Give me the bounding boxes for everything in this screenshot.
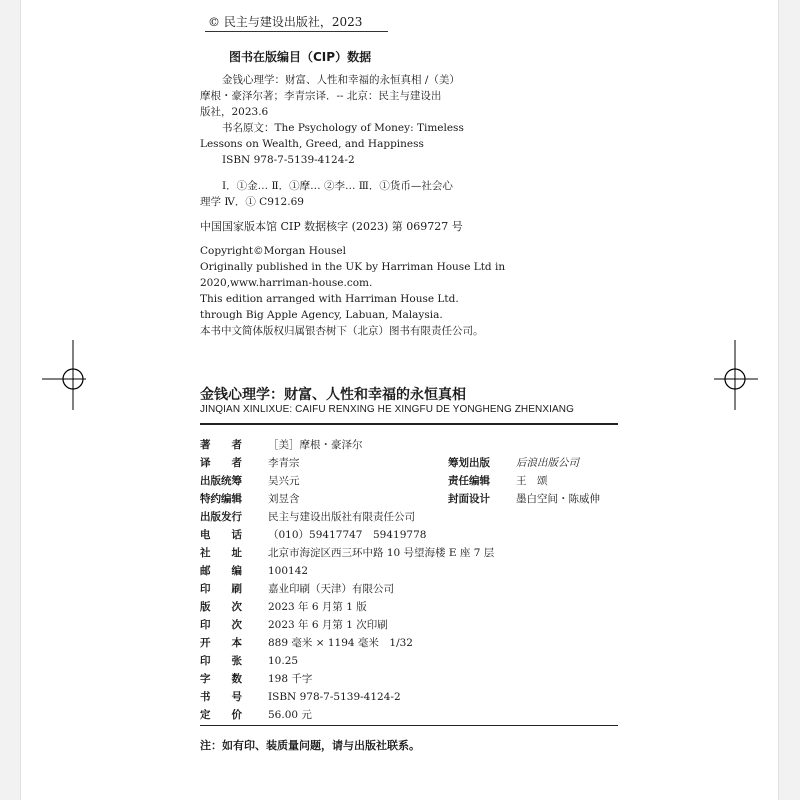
info-row [200,616,620,634]
cip-line: 书名原文：The Psychology of Money: Timeless [222,122,464,134]
cip-line: ISBN 978-7-5139-4124-2 [222,154,355,166]
cip-classification [200,178,453,210]
cip-class-line: 理学 Ⅳ．① C912.69 [200,196,304,208]
info-value: 2023 年 6 月第 1 版 [268,601,367,613]
info-value: 墨白空间・陈威伸 [516,493,600,505]
info-row [200,688,620,706]
info-row [200,472,620,490]
info-value: ISBN 978-7-5139-4124-2 [268,691,401,703]
book-title: 金钱心理学：财富、人性和幸福的永恒真相 [200,387,466,403]
info-label: 印 刷 [200,583,242,595]
cip-title: 图书在版编目（CIP）数据 [229,50,372,64]
info-label: 电 话 [200,529,242,541]
info-value: 10.25 [268,655,299,667]
info-label: 版 次 [200,601,242,613]
info-row [200,454,620,472]
info-label: 封面设计 [448,493,490,505]
info-row [200,652,620,670]
cip-line: 金钱心理学：财富、人性和幸福的永恒真相 /（美） [222,74,460,86]
cip-line: 摩根・豪泽尔著；李青宗译．-- 北京：民主与建设出 [200,90,442,102]
info-label: 社 址 [200,547,242,559]
cip-class-line: Ⅰ．①金… Ⅱ．①摩… ②李… Ⅲ．①货币—社会心 [222,180,453,192]
info-label: 邮 编 [200,565,242,577]
info-row [200,706,620,724]
info-value: 198 千字 [268,673,313,685]
rights-line: Copyright©Morgan Housel [200,245,346,257]
rights-line: through Big Apple Agency, Labuan, Malaysia. [200,309,443,321]
info-row [200,436,620,454]
info-value: 56.00 元 [268,709,312,721]
copyright-notice: © 民主与建设出版社，2023 [208,15,363,29]
crop-mark-icon-left [42,340,86,410]
info-label: 责任编辑 [448,475,490,487]
cip-national-number: 中国国家版本馆 CIP 数据核字 (2023) 第 069727 号 [200,220,463,233]
info-row [200,490,620,508]
info-row [200,634,620,652]
publication-info [200,436,620,724]
info-value: 李青宗 [268,457,300,469]
info-label: 著 者 [200,439,242,451]
info-row [200,508,620,526]
rights-line: 本书中文简体版权归属银杏树下（北京）图书有限责任公司。 [200,325,484,337]
quality-note: 注：如有印、装质量问题，请与出版社联系。 [200,739,420,752]
info-value: 吴兴元 [268,475,300,487]
info-label: 开 本 [200,637,242,649]
info-value: ［美］摩根・豪泽尔 [268,439,363,451]
info-value: 王 颂 [516,475,548,487]
info-value: 2023 年 6 月第 1 次印刷 [268,619,388,631]
info-row [200,580,620,598]
copyright-underline [205,31,388,32]
rights-statement [200,243,505,339]
cip-record [200,72,490,168]
info-value: 民主与建设出版社有限责任公司 [268,511,415,523]
info-label: 印 次 [200,619,242,631]
info-row [200,544,620,562]
info-value: 北京市海淀区西三环中路 10 号望海楼 E 座 7 层 [268,547,495,559]
info-value: （010）59417747 59419778 [268,529,427,541]
info-label: 字 数 [200,673,242,685]
info-label: 印 张 [200,655,242,667]
table-bottom-rule [200,725,618,726]
info-label: 出版统筹 [200,475,242,487]
info-label: 译 者 [200,457,242,469]
table-top-rule [200,423,618,425]
info-value: 嘉业印刷（天津）有限公司 [268,583,394,595]
info-row [200,670,620,688]
info-label: 筹划出版 [448,457,490,469]
info-value: 刘昱含 [268,493,300,505]
info-row [200,526,620,544]
cip-line: 版社，2023.6 [200,106,269,118]
rights-line: Originally published in the UK by Harriman House Ltd in [200,261,506,273]
info-label: 书 号 [200,691,242,703]
cip-line: Lessons on Wealth, Greed, and Happiness [200,138,424,150]
publisher-logo-text: 后浪出版公司 [516,457,579,469]
rights-line: This edition arranged with Harriman House Ltd. [200,293,459,305]
info-label: 出版发行 [200,511,242,523]
rights-line: 2020,www.harriman-house.com. [200,277,373,289]
info-value: 100142 [268,565,309,577]
info-row [200,598,620,616]
book-title-pinyin: JINQIAN XINLIXUE: CAIFU RENXING HE XINGFU DE YONGHENG ZHENXIANG [200,404,574,415]
crop-mark-icon-right [714,340,758,410]
info-row [200,562,620,580]
info-label: 定 价 [200,709,242,721]
info-label: 特约编辑 [200,493,242,505]
info-value: 889 毫米 × 1194 毫米 1/32 [268,637,413,649]
